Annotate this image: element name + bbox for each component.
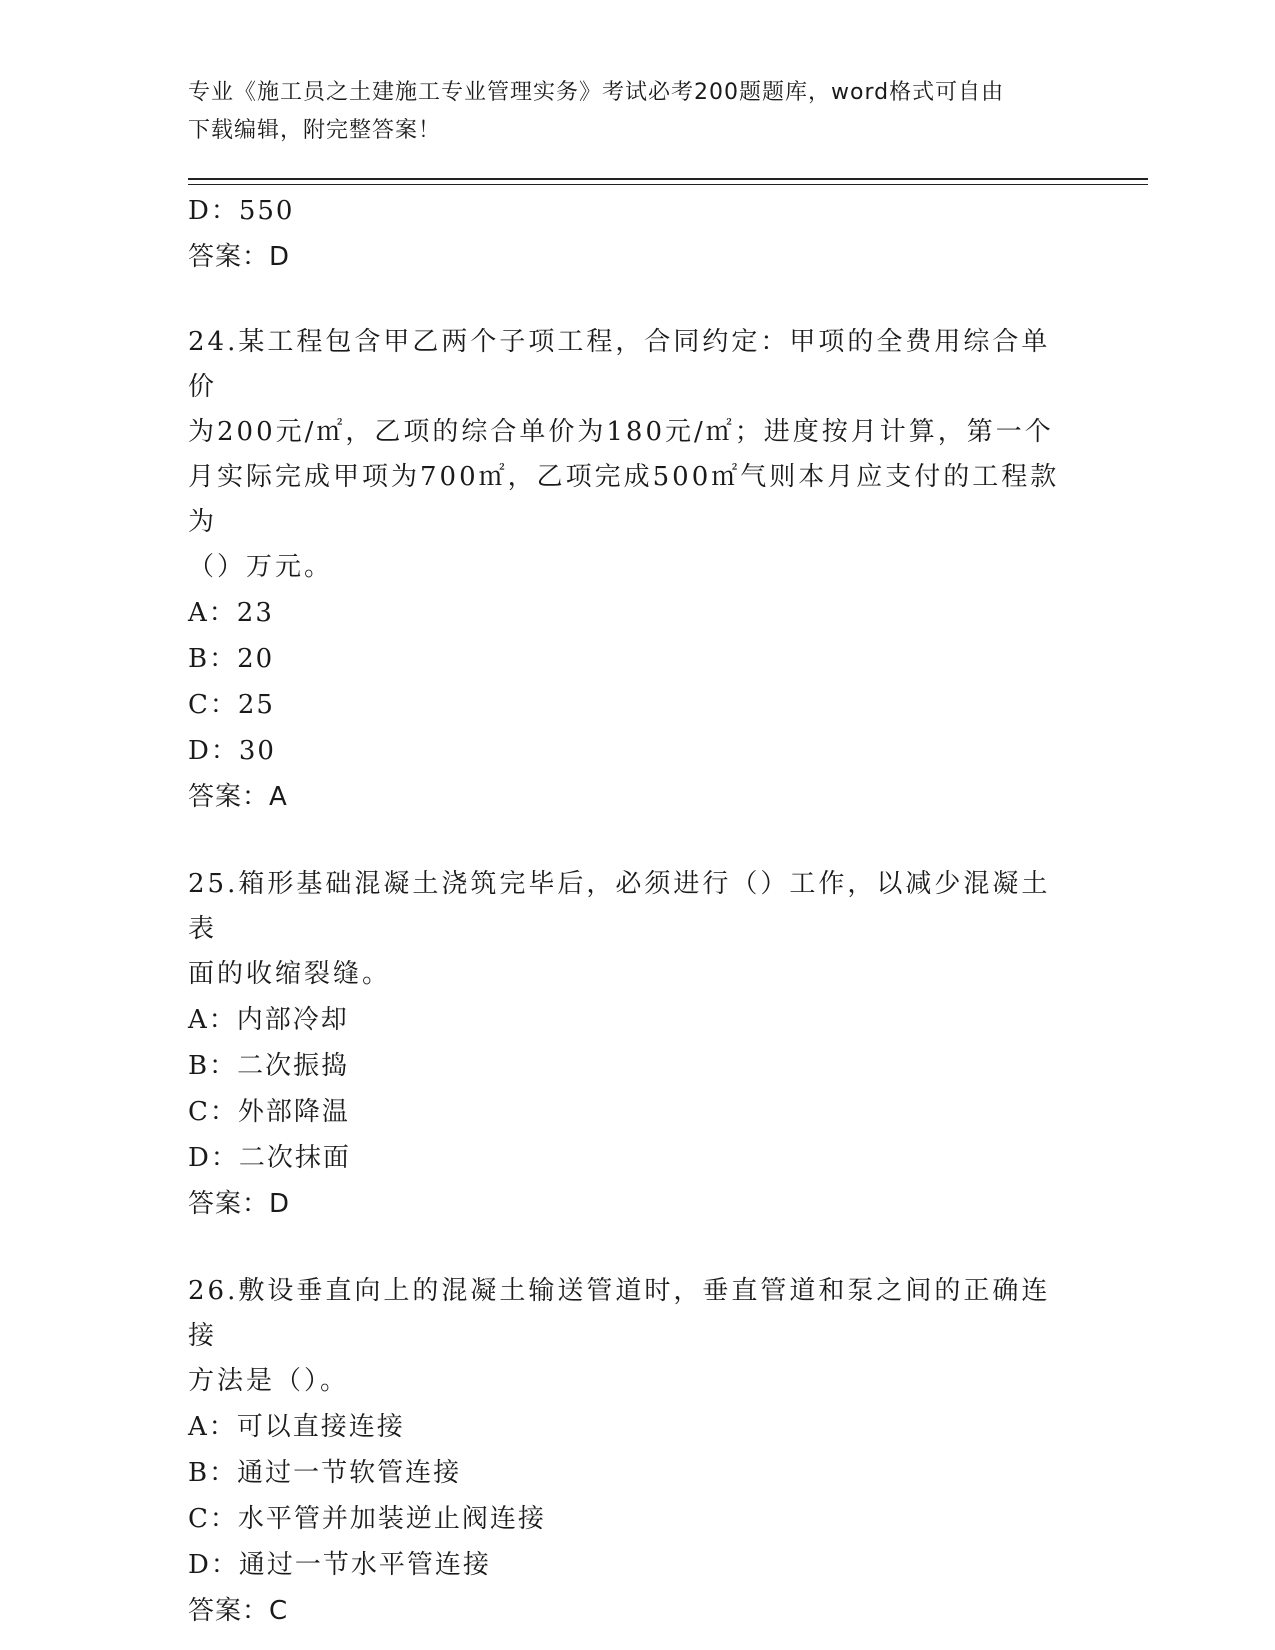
option-d: D：550 [188, 196, 295, 226]
answer: 答案：D [188, 242, 291, 272]
question-stem [188, 1269, 1078, 1404]
answer: 答案：C [188, 1596, 289, 1626]
previous-question-tail [188, 188, 1088, 280]
stem-line: （）万元。 [188, 552, 334, 582]
page-header [188, 74, 1068, 150]
option-b: B：20 [188, 644, 275, 674]
stem-line: 25.箱形基础混凝土浇筑完毕后，必须进行（）工作，以减少混凝土表 [188, 869, 1051, 944]
option-a: A：可以直接连接 [188, 1412, 405, 1442]
stem-line: 24.某工程包含甲乙两个子项工程，合同约定：甲项的全费用综合单价 [188, 327, 1051, 402]
stem-line: 为200元/㎡，乙项的综合单价为180元/㎡；进度按月计算，第一个 [188, 417, 1054, 447]
stem-line: 月实际完成甲项为700㎡，乙项完成500㎡气则本月应支付的工程款为 [188, 462, 1060, 537]
option-c: C：水平管并加装逆止阀连接 [188, 1504, 546, 1534]
option-c: C：外部降温 [188, 1097, 350, 1127]
option-b: B：二次振捣 [188, 1051, 350, 1081]
option-d: D：通过一节水平管连接 [188, 1550, 491, 1580]
option-c: C：25 [188, 690, 275, 720]
question-26 [188, 1269, 1088, 1634]
option-a: A：内部冷却 [188, 1005, 349, 1035]
option-a: A：23 [188, 598, 274, 628]
header-divider-thin [188, 184, 1148, 185]
answer: 答案：A [188, 782, 288, 812]
stem-line: 面的收缩裂缝。 [188, 959, 392, 989]
option-b: B：通过一节软管连接 [188, 1458, 462, 1488]
question-25 [188, 862, 1088, 1227]
question-stem [188, 320, 1078, 590]
question-content [188, 188, 1088, 1634]
option-d: D：30 [188, 736, 276, 766]
option-d: D：二次抹面 [188, 1143, 351, 1173]
stem-line: 方法是（）。 [188, 1366, 350, 1396]
question-stem [188, 862, 1078, 997]
header-line-1: 专业《施工员之土建施工专业管理实务》考试必考200题题库，word格式可自由 [188, 80, 1005, 105]
stem-line: 26.敷设垂直向上的混凝土输送管道时，垂直管道和泵之间的正确连接 [188, 1276, 1051, 1351]
answer: 答案：D [188, 1189, 291, 1219]
header-line-2: 下载编辑，附完整答案！ [188, 118, 442, 143]
question-24 [188, 320, 1088, 820]
header-divider-thick [188, 178, 1148, 180]
